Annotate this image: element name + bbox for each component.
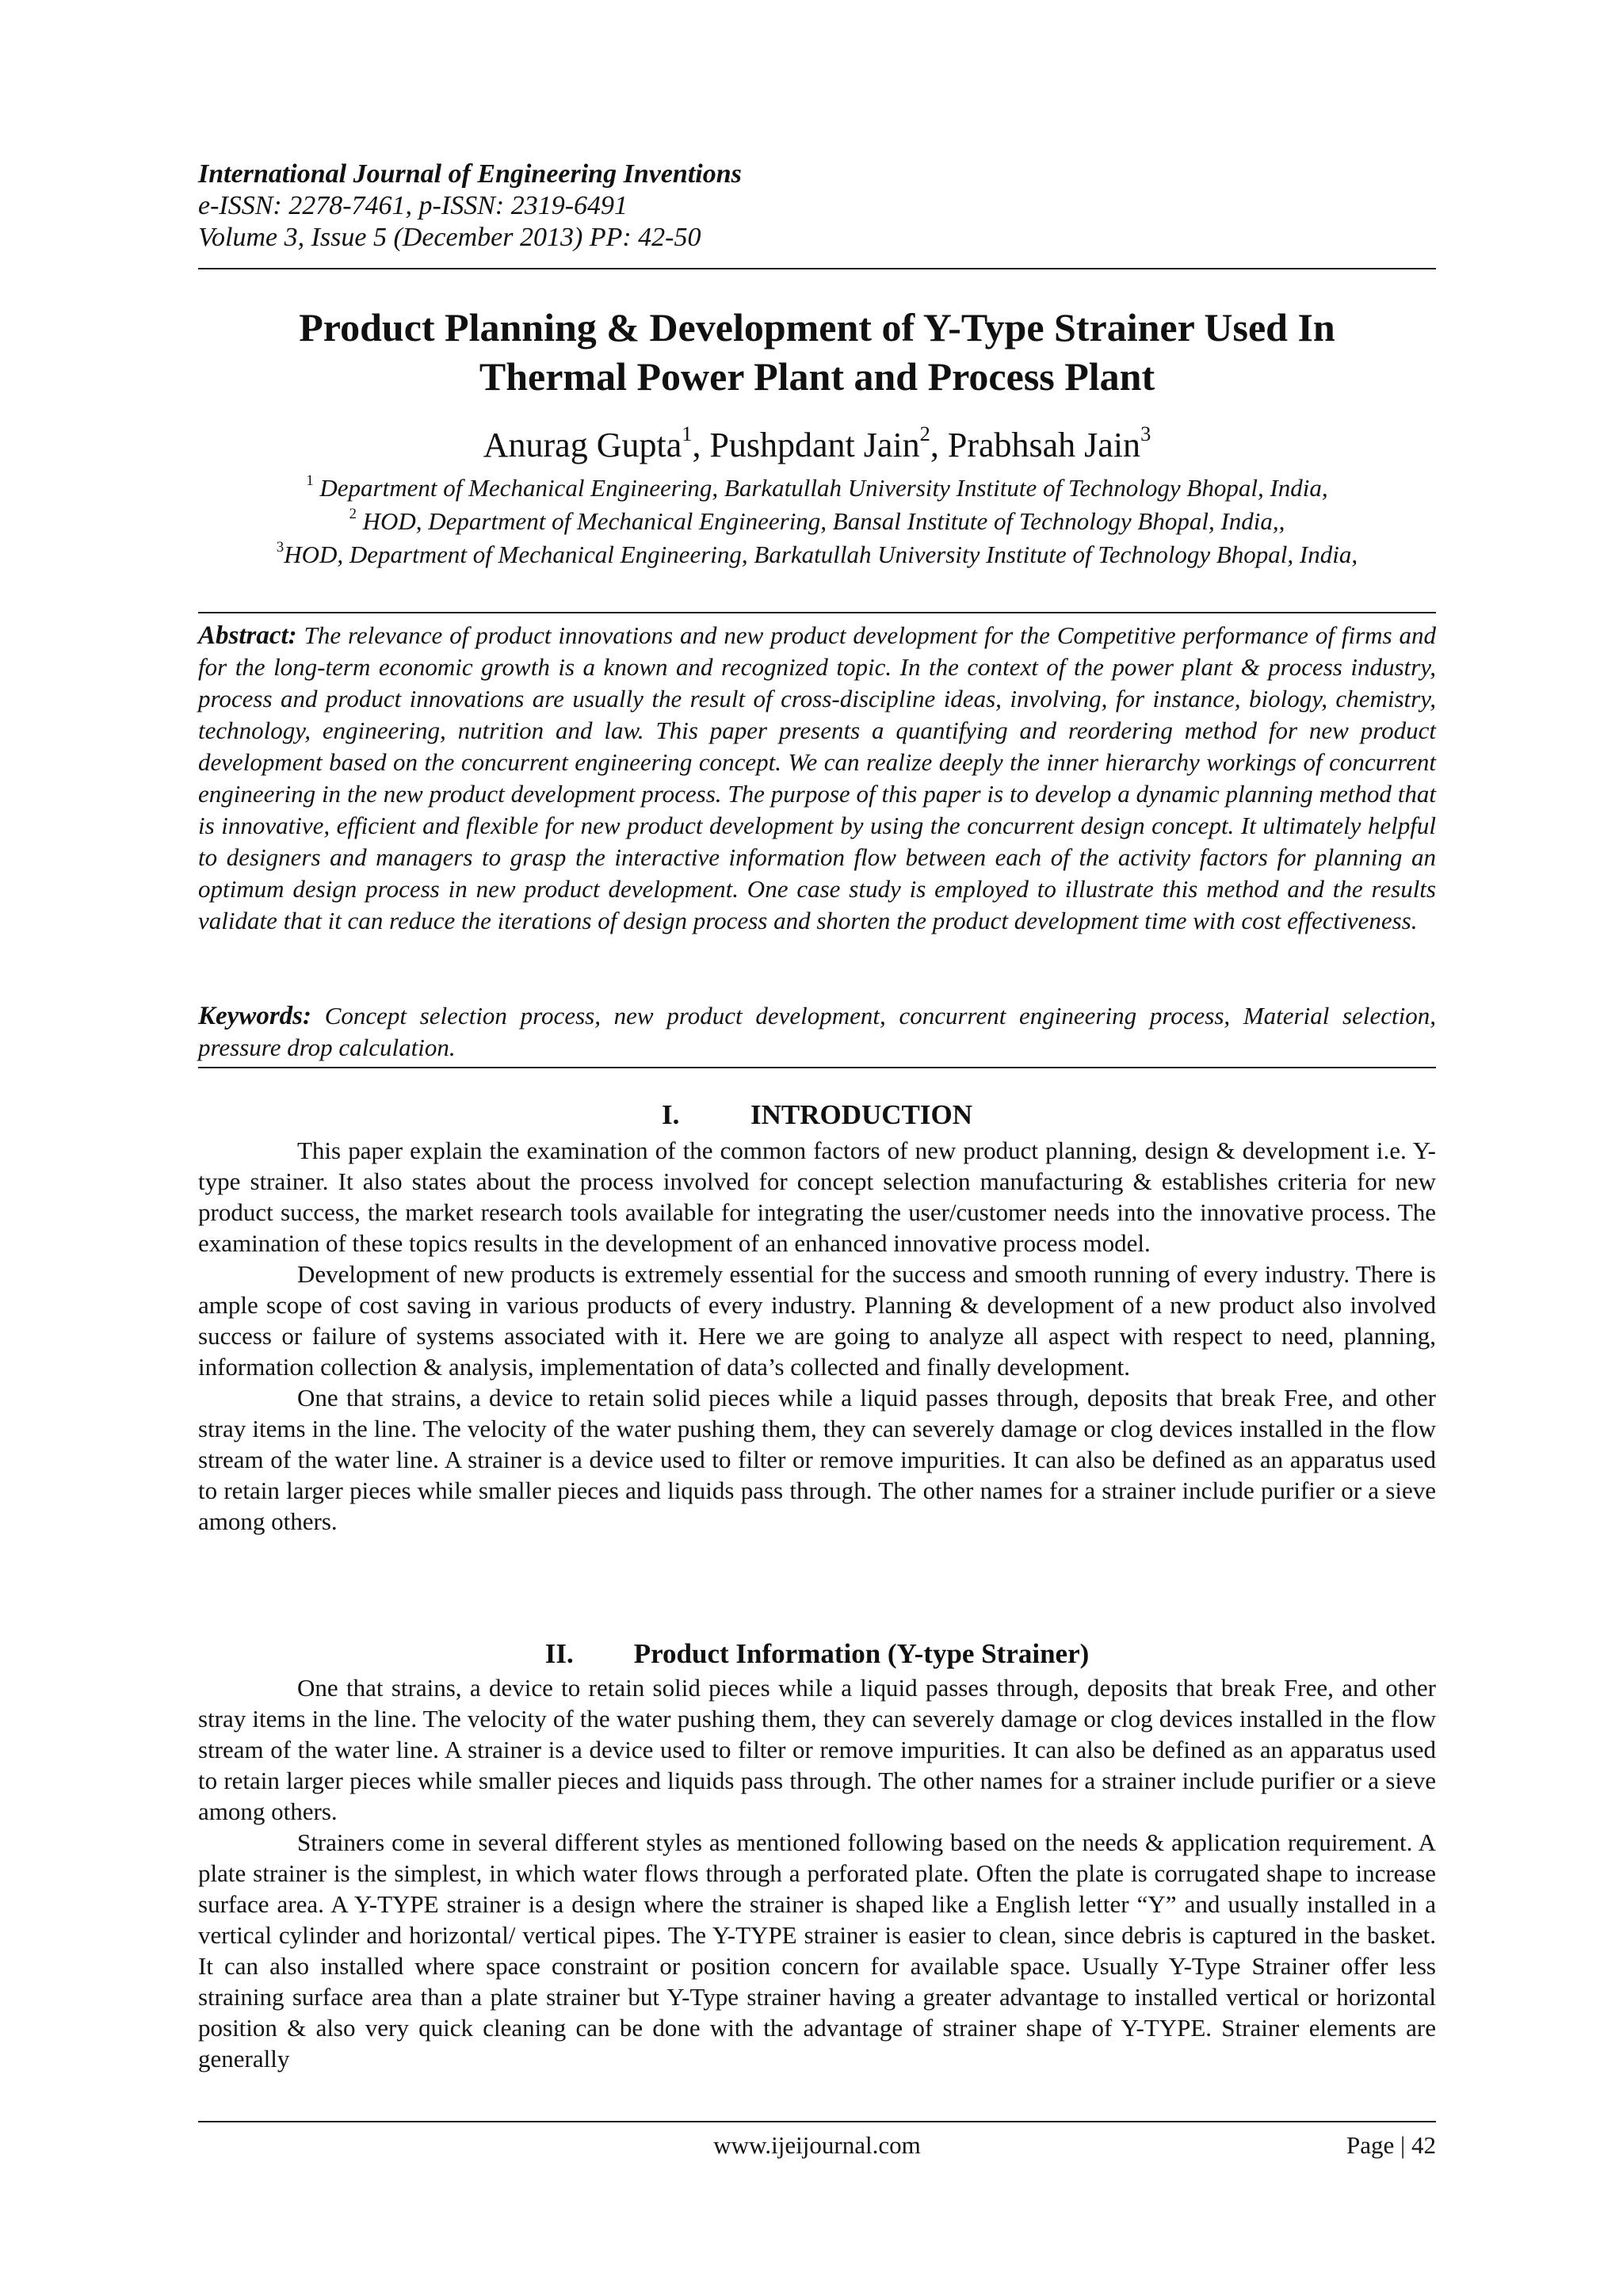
author-name: Pushpdant Jain — [709, 426, 920, 464]
journal-volume: Volume 3, Issue 5 (December 2013) PP: 42-50 — [198, 223, 701, 252]
paragraph: One that strains, a device to retain solid pieces while a liquid passes through, deposits that break Free, and other stray items in the line. The velocity of the water pushing them, they can severely damage or clog devices installed in the flow stream of the water line. A strainer is a device used to filter or remove impurities. It can also be defined as an apparatus used to retain larger pieces while smaller pieces and liquids pass through. The other names for a strainer include purifier or a sieve among others. — [198, 1674, 1436, 1825]
affiliation-text: HOD, Department of Mechanical Engineering, Barkatullah University Institute of Technology Bhopal, India, — [284, 541, 1358, 568]
keywords-label: Keywords: — [198, 1002, 311, 1030]
author-name: Anurag Gupta — [483, 426, 682, 464]
journal-header — [198, 159, 1434, 254]
journal-name: International Journal of Engineering Inventions — [198, 159, 742, 189]
paragraph: This paper explain the examination of the common factors of new product planning, design & development i.e. Y- type strainer. It also states about the process involved for concept selection manufacturing & establishes criteria for new product success, the market research tools available for integrating the user/customer needs into the innovative process. The examination of these topics results in the development of an enhanced innovative process model. — [198, 1137, 1436, 1257]
abstract — [198, 620, 1436, 937]
abstract-top-rule — [198, 612, 1436, 613]
paragraph: One that strains, a device to retain solid pieces while a liquid passes through, deposits that break Free, and other stray items in the line. The velocity of the water pushing them, they can severely damage or clog devices installed in the flow stream of the water line. A strainer is a device used to filter or remove impurities. It can also be defined as an apparatus used to retain larger pieces while smaller pieces and liquids pass through. The other names for a strainer include purifier or a sieve among others. — [198, 1384, 1436, 1535]
footer-url: www.ijeijournal.com — [713, 2131, 921, 2159]
affiliation-sup: 1 — [306, 472, 314, 490]
section-heading — [198, 1637, 1436, 1671]
section-body — [198, 1672, 1436, 2074]
paper-title — [198, 303, 1436, 401]
author-sup: 3 — [1140, 422, 1151, 446]
affiliation — [198, 505, 1436, 538]
affiliation-sup: 2 — [349, 506, 357, 523]
affiliation-text: Department of Mechanical Engineering, Barkatullah University Institute of Technology Bhopal, India, — [313, 474, 1328, 502]
author-name: Prabhsah Jain — [947, 426, 1141, 464]
title-line-1: Product Planning & Development of Y-Type Strainer Used In — [299, 305, 1335, 350]
journal-issn: e-ISSN: 2278-7461, p-ISSN: 2319-6491 — [198, 191, 628, 220]
affiliation — [198, 472, 1436, 505]
author-sup: 2 — [919, 422, 930, 446]
affiliations — [198, 472, 1436, 571]
header-rule — [198, 268, 1436, 269]
author-sep: , — [930, 426, 948, 464]
section-heading — [198, 1098, 1436, 1132]
section-title: INTRODUCTION — [750, 1099, 973, 1130]
paragraph: Strainers come in several different styles as mentioned following based on the needs & application requirement. A plate strainer is the simplest, in which water flows through a perforated plate. Often the plate is corrugated shape to increase surface area. A Y-TYPE strainer is a design where the strainer is shaped like a English letter “Y” and usually installed in a vertical cylinder and horizontal/ vertical pipes. The Y-TYPE strainer is easier to clean, since debris is captured in the basket. It can also installed where space constraint or position concern for available space. Usually Y-Type Strainer offer less straining surface area than a plate strainer but Y-Type strainer having a greater advantage to installed vertical or horizontal position & also very quick cleaning can be done with the advantage of strainer shape of Y-TYPE. Strainer elements are generally — [198, 1828, 1436, 2073]
page-number: Page | 42 — [1346, 2131, 1436, 2159]
author-sep: , — [692, 426, 710, 464]
abstract-label: Abstract: — [198, 621, 297, 650]
section-number: II. — [544, 1638, 574, 1669]
affiliation-text: HOD, Department of Mechanical Engineering, Bansal Institute of Technology Bhopal, India,, — [356, 507, 1285, 535]
affiliation-sup: 3 — [276, 539, 285, 556]
keywords-text: Concept selection process, new product development, concurrent engineering process, Material selection, pressure drop calculation. — [198, 1002, 1436, 1061]
keywords — [198, 1000, 1436, 1064]
affiliation — [198, 538, 1436, 571]
footer-rule — [198, 2121, 1436, 2122]
section-title: Product Information (Y-type Strainer) — [633, 1638, 1090, 1669]
paragraph: Development of new products is extremely essential for the success and smooth running of every industry. There is ample scope of cost saving in various products of every industry. Planning & development of a new product also involved success or failure of systems associated with it. Here we are going to analyze all aspect with respect to need, planning, information collection & analysis, implementation of data’s collected and finally development. — [198, 1260, 1436, 1381]
keywords-bottom-rule — [198, 1067, 1436, 1068]
author-sup: 1 — [682, 422, 693, 446]
section-body — [198, 1135, 1436, 1537]
section-number: I. — [661, 1099, 680, 1130]
abstract-text: The relevance of product innovations and new product development for the Competitive performance of firms and for the long-term economic growth is a known and recognized topic. In the context of the power plant & process industry, process and product innovations are usually the result of cross-discipline ideas, involving, for instance, biology, chemistry, technology, engineering, nutrition and law. This paper presents a quantifying and reordering method for new product development based on the concurrent engineering concept. We can realize deeply the inner hierarchy workings of concurrent engineering in the new product development process. The purpose of this paper is to develop a dynamic planning method that is innovative, efficient and flexible for new product development by using the concurrent design concept. It ultimately helpful to designers and managers to grasp the interactive information flow between each of the activity factors for planning an optimum design process in new product development. One case study is employed to illustrate this method and the results validate that it can reduce the iterations of design process and shorten the product development time with cost effectiveness. — [198, 621, 1436, 934]
title-line-2: Thermal Power Plant and Process Plant — [479, 354, 1155, 399]
author-list — [198, 424, 1436, 467]
